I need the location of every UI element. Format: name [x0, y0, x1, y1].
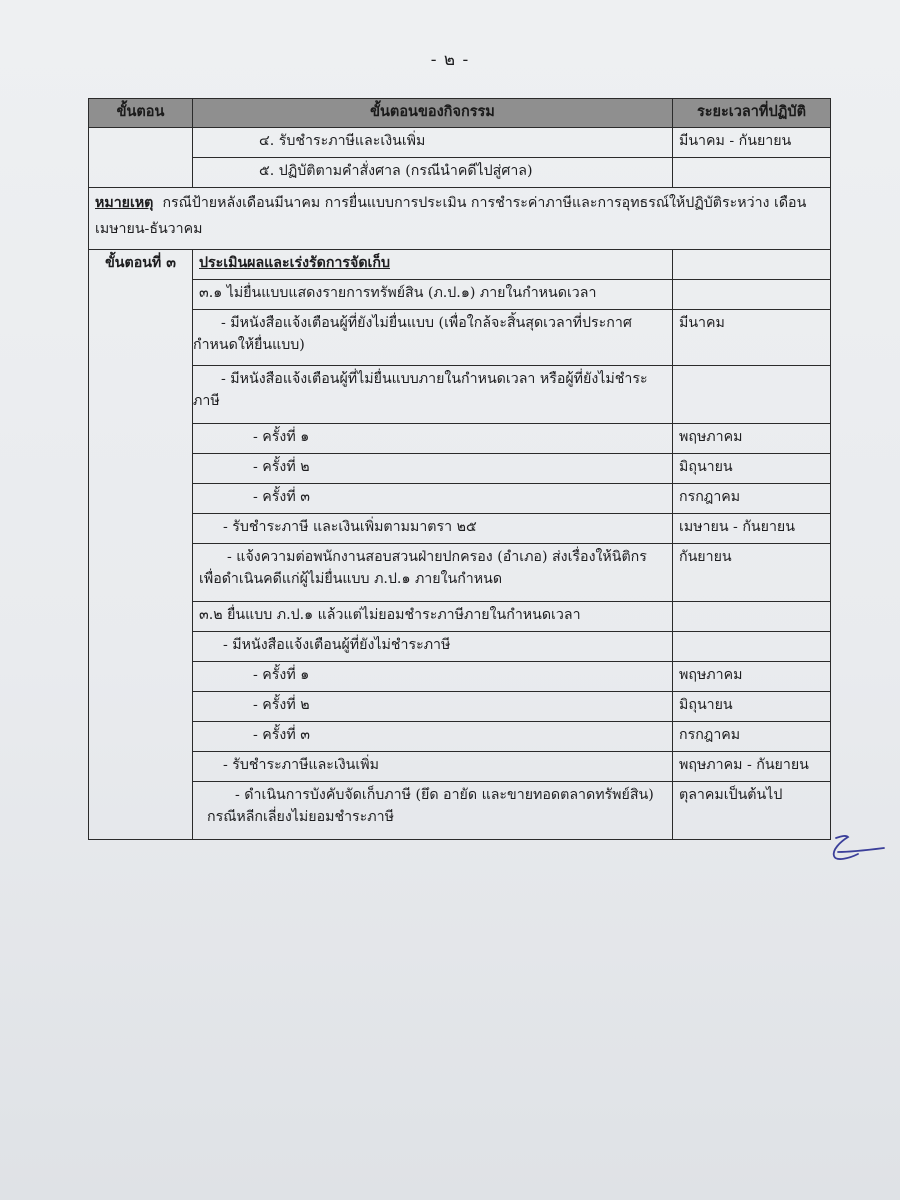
activity-cell: ๓.๑ ไม่ยื่นแบบแสดงรายการทรัพย์สิน (ภ.ป.๑) ภายในกำหนดเวลา	[193, 280, 673, 310]
period-cell: มีนาคม	[673, 310, 831, 366]
table-row	[89, 310, 831, 366]
stage-title: ประเมินผลและเร่งรัดการจัดเก็บ	[199, 255, 390, 271]
activity-schedule-table	[88, 98, 831, 840]
table-row	[89, 280, 831, 310]
period-cell: ตุลาคมเป็นต้นไป	[673, 782, 831, 840]
period-cell: เมษายน - กันยายน	[673, 514, 831, 544]
stage-title-cell	[193, 250, 673, 280]
activity-cell: - แจ้งความต่อพนักงานสอบสวนฝ่ายปกครอง (อำเภอ) ส่งเรื่องให้นิติกร เพื่อดำเนินคดีแก่ผู้ไม่ยื่นแบบ ภ.ป.๑ ภายในกำหนด	[199, 549, 647, 587]
activity-cell: - ครั้งที่ ๑	[193, 662, 673, 692]
table-row	[89, 722, 831, 752]
table-row	[89, 158, 831, 188]
period-cell: พฤษภาคม	[673, 424, 831, 454]
note-text: กรณีป้ายหลังเดือนมีนาคม การยื่นแบบการประเมิน การชำระค่าภาษีและการอุทธรณ์ให้ปฏิบัติระหว่าง เดือนเมษายน-ธันวาคม	[95, 195, 807, 237]
header-step: ขั้นตอน	[89, 99, 193, 128]
activity-cell: - มีหนังสือแจ้งเตือนผู้ที่ไม่ยื่นแบบภายในกำหนดเวลา หรือผู้ที่ยังไม่ชำระภาษี	[193, 371, 648, 409]
period-cell: มิถุนายน	[673, 454, 831, 484]
period-cell: มีนาคม - กันยายน	[673, 128, 831, 158]
table-row	[89, 128, 831, 158]
period-cell: กรกฎาคม	[673, 484, 831, 514]
period-cell	[673, 280, 831, 310]
activity-cell: - ครั้งที่ ๓	[193, 484, 673, 514]
period-cell	[673, 366, 831, 424]
activity-cell: - มีหนังสือแจ้งเตือนผู้ที่ยังไม่ยื่นแบบ (เพื่อใกล้จะสิ้นสุดเวลาที่ประกาศกำหนดให้ยื่นแบบ)	[193, 315, 632, 353]
period-cell: พฤษภาคม	[673, 662, 831, 692]
activity-cell: ๕. ปฏิบัติตามคำสั่งศาล (กรณีนำคดีไปสู่ศาล)	[193, 158, 673, 188]
table-row	[89, 424, 831, 454]
period-cell: พฤษภาคม - กันยายน	[673, 752, 831, 782]
table-row	[89, 662, 831, 692]
activity-cell: ๔. รับชำระภาษีและเงินเพิ่ม	[193, 128, 673, 158]
period-cell: กันยายน	[673, 544, 831, 602]
header-period: ระยะเวลาที่ปฏิบัติ	[673, 99, 831, 128]
activity-cell: - รับชำระภาษี และเงินเพิ่มตามมาตรา ๒๕	[193, 514, 673, 544]
step-cell-empty	[89, 128, 193, 188]
page-number: - ๒ -	[430, 50, 470, 70]
activity-cell: ๓.๒ ยื่นแบบ ภ.ป.๑ แล้วแต่ไม่ยอมชำระภาษีภายในกำหนดเวลา	[193, 602, 673, 632]
table-row	[89, 454, 831, 484]
header-activity: ขั้นตอนของกิจกรรม	[193, 99, 673, 128]
activity-cell: - มีหนังสือแจ้งเตือนผู้ที่ยังไม่ชำระภาษี	[193, 632, 673, 662]
table-row	[89, 782, 831, 840]
activity-cell: - ครั้งที่ ๒	[193, 454, 673, 484]
stage-title-row	[89, 250, 831, 280]
signature-mark	[828, 832, 888, 866]
step-label: ขั้นตอนที่ ๓	[89, 250, 193, 840]
period-cell	[673, 250, 831, 280]
note-cell	[89, 188, 831, 250]
table-row	[89, 544, 831, 602]
table-row	[89, 692, 831, 722]
activity-cell: - ดำเนินการบังคับจัดเก็บภาษี (ยึด อายัด และขายทอดตลาดทรัพย์สิน) กรณีหลีกเลี่ยงไม่ยอมชำระภาษี	[207, 787, 654, 825]
period-cell: มิถุนายน	[673, 692, 831, 722]
activity-cell: - ครั้งที่ ๓	[193, 722, 673, 752]
activity-cell: - รับชำระภาษีและเงินเพิ่ม	[193, 752, 673, 782]
period-cell: กรกฎาคม	[673, 722, 831, 752]
note-label: หมายเหตุ	[95, 195, 154, 211]
period-cell	[673, 632, 831, 662]
activity-cell: - ครั้งที่ ๑	[193, 424, 673, 454]
activity-cell: - ครั้งที่ ๒	[193, 692, 673, 722]
table-row	[89, 514, 831, 544]
note-row	[89, 188, 831, 250]
table-row	[89, 366, 831, 424]
table-row	[89, 602, 831, 632]
period-cell	[673, 158, 831, 188]
table-row	[89, 632, 831, 662]
period-cell	[673, 602, 831, 632]
table-header-row	[89, 99, 831, 128]
table-row	[89, 484, 831, 514]
table-row	[89, 752, 831, 782]
